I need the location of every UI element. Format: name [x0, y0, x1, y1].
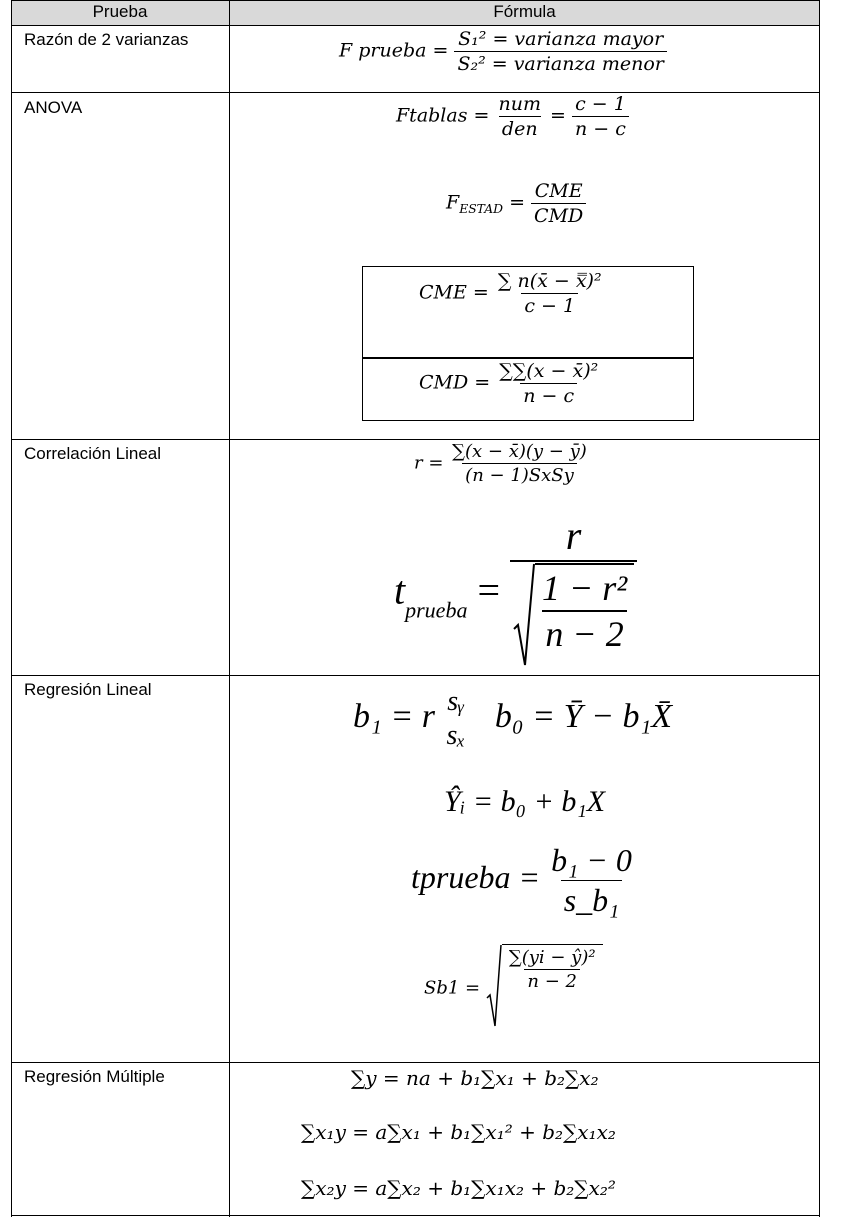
ftablas-lhs: Ftablas = — [396, 104, 490, 127]
b1-lhs: b₁ = r — [353, 697, 435, 735]
tp-lhs: tprueba = — [411, 858, 541, 895]
f-test-formula — [339, 28, 667, 75]
ftablas-den: den — [499, 116, 541, 140]
r-den: (n − 1)SxSy — [462, 463, 577, 486]
grid-line — [11, 25, 820, 26]
row-label-regresion-multiple: Regresión Múltiple — [24, 1067, 165, 1086]
sb1-num: ∑(yi − ŷ)² — [508, 947, 596, 968]
grid-line — [229, 0, 230, 1217]
cmd-lhs: CMD = — [419, 371, 491, 394]
t-subscript: prueba — [405, 597, 468, 623]
ftablas-den2: n − c — [572, 116, 629, 140]
cme-den: c − 1 — [521, 293, 578, 317]
tp-num: b₁ − 0 — [551, 842, 632, 878]
sqrt-sign — [486, 944, 502, 1033]
sb1-formula — [424, 944, 603, 1033]
b1-num: sᵧ — [447, 686, 465, 717]
festad-num: CME — [534, 180, 583, 202]
cme-num: ∑ n(x̄ − x̿)² — [497, 270, 602, 292]
festad-den: CMD — [531, 203, 586, 227]
formula-table — [11, 0, 820, 1217]
ftablas-num: num — [498, 93, 541, 115]
row-label-anova: ANOVA — [24, 98, 83, 117]
tp-den: s_b₁ — [561, 880, 623, 919]
grid-line — [11, 0, 12, 1217]
row-label-correlacion: Correlación Lineal — [24, 444, 162, 463]
r-num: ∑(x − x̄)(y − ȳ) — [452, 441, 587, 462]
normal-eq-3: ∑x₂y = a∑x₂ + b₁∑x₁x₂ + b₂∑x₂² — [301, 1176, 616, 1200]
r-formula — [414, 441, 590, 486]
b1-den: sₓ — [446, 720, 466, 751]
b1-formula — [353, 686, 672, 752]
t-num: r — [565, 513, 582, 558]
f-test-denominator: S₂² = varianza menor — [454, 51, 666, 75]
grid-line — [11, 0, 820, 1]
row-label-varianzas: Razón de 2 varianzas — [24, 30, 189, 49]
t-prueba-formula: $t_{prueba}$ = $\frac{r}{\frac{\text{1 − r²}}{n - 2}}$ — [394, 512, 637, 677]
ftablas-num2: c − 1 — [575, 93, 626, 115]
yhat-formula: Ŷᵢ = b₀ + b₁X — [444, 785, 606, 818]
r-lhs: r = — [414, 452, 444, 474]
sqrt-sign — [513, 563, 535, 677]
row-label-regresion-lineal: Regresión Lineal — [24, 680, 152, 699]
cmd-num: ∑∑(x − x̄)² — [499, 360, 599, 382]
header-formula: Fórmula — [493, 2, 556, 21]
festad-base: F — [446, 191, 460, 214]
sb1-den: n − 2 — [524, 969, 580, 992]
normal-eq-1: ∑y = na + b₁∑x₁ + b₂∑x₂ — [351, 1066, 599, 1090]
grid-line — [819, 0, 820, 1217]
header-prueba: Prueba — [92, 2, 148, 21]
festad-formula: $F_{ESTAD}$ = $\frac{\text{CME}}{\text{CMD}}$ — [446, 180, 586, 227]
grid-line — [11, 439, 820, 440]
normal-eq-2: ∑x₁y = a∑x₁ + b₁∑x₁² + b₂∑x₁x₂ — [301, 1120, 616, 1144]
grid-line — [11, 1215, 820, 1216]
cme-formula — [419, 270, 605, 317]
cme-lhs: CME = — [419, 281, 489, 304]
t-base: t — [394, 567, 406, 613]
tprueba-formula — [411, 842, 635, 919]
t-rad-den: n − 2 — [542, 610, 626, 655]
ftablas-formula: Ftablas = $\frac{\text{num}}{\text{den}}$ = $\frac{c - 1}{n - c}$ — [396, 93, 629, 140]
b0-formula: b₀ = Ȳ − b₁X̄ — [494, 697, 673, 735]
f-test-lhs: F prueba = — [339, 39, 449, 62]
t-rad-num: 1 − r² — [542, 568, 628, 608]
grid-line — [11, 1062, 820, 1063]
cmd-formula — [419, 360, 601, 407]
f-test-numerator: S₁² = varianza mayor — [458, 28, 664, 50]
festad-subscript: ESTAD — [459, 201, 504, 216]
sb1-lhs: Sb1 = — [424, 977, 481, 999]
cmd-den: n − c — [520, 383, 577, 407]
